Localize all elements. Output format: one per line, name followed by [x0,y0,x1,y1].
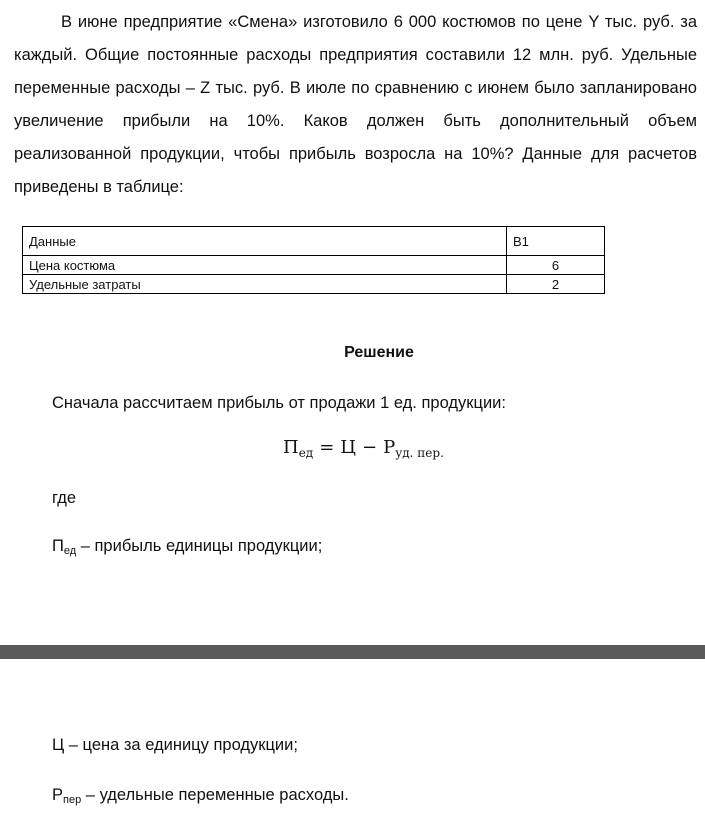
definition-cost-text: – удельные переменные расходы. [81,786,349,804]
formula-cost: Р [383,437,396,458]
formula-minus: − [362,437,378,458]
formula-lhs: П [283,437,299,458]
table-cell-label: Удельные затраты [23,275,507,294]
document-page-2 [0,659,705,825]
table-header-value: В1 [507,227,605,256]
definition-cost-subscript: пер [63,794,82,806]
data-table [22,226,605,294]
definition-profit [52,537,322,557]
definition-profit-symbol: П [52,537,64,555]
table-cell-value: 2 [507,275,605,294]
table-cell-value: 6 [507,256,605,275]
table-row [23,256,605,275]
solution-intro: Сначала рассчитаем прибыль от продажи 1 ед. продукции: [52,394,506,412]
formula-equals: = [319,437,335,458]
formula-cost-subscript: уд. пер. [395,446,444,460]
table-header-label: Данные [23,227,507,256]
definition-profit-subscript: ед [63,545,77,557]
formula-price: Ц [340,437,356,458]
where-label: где [52,489,77,507]
problem-statement: В июне предприятие «Смена» изготовило 6 000 костюмов по цене Y тыс. руб. за каждый. Общие постоянные расходы предприятия составили 12 млн. руб. Удельные переменные расходы – Z тыс. руб. В июле по сравнению с июнем было запланировано увеличение прибыли на 10%. Каков должен быть дополнительный объем реализованной продукции, чтобы прибыль возросла на 10%? Данные для расчетов приведены в таблице: [14,13,697,196]
definition-price: Ц – цена за единицу продукции; [52,736,298,754]
definition-variable-cost [52,786,349,806]
table-header-row [23,227,605,256]
formula-lhs-subscript: ед [298,446,314,460]
table-row [23,275,605,294]
solution-heading: Решение [344,344,414,361]
table-cell-label: Цена костюма [23,256,507,275]
profit-formula [283,437,444,460]
page-separator [0,645,705,659]
definition-cost-symbol: Р [52,786,64,804]
definition-profit-text: – прибыль единицы продукции; [76,537,323,555]
